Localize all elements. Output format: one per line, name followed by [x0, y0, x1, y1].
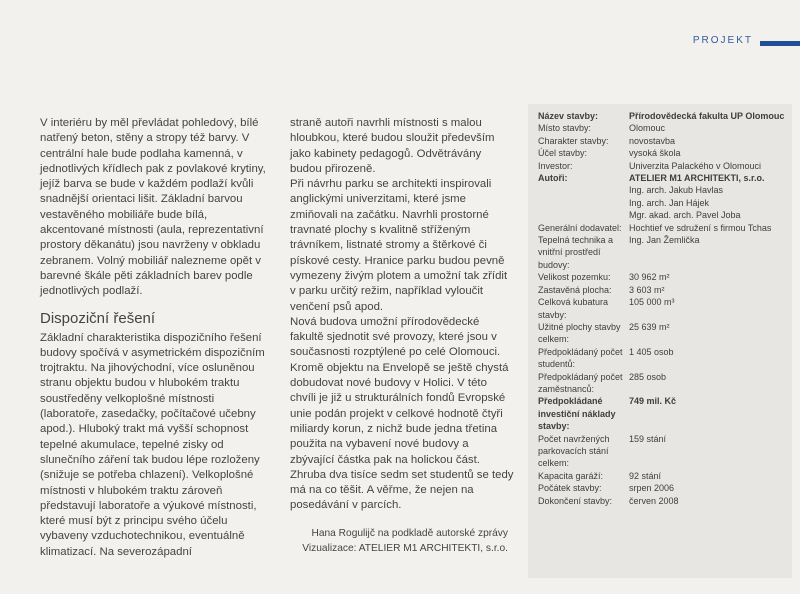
- info-row: [538, 433, 788, 470]
- info-value: srpen 2006: [629, 483, 675, 494]
- info-label: Generální dodavatel:: [538, 222, 622, 233]
- info-value: červen 2008: [629, 495, 679, 506]
- info-row: [538, 371, 788, 396]
- info-row: [538, 346, 788, 371]
- info-label: Předpokládaný počet zaměstnanců:: [538, 371, 623, 394]
- visualization-credit: Vizualizace: ATELIER M1 ARCHITEKTI, s.r.o.: [302, 542, 508, 554]
- info-row: [538, 172, 788, 184]
- info-row: [538, 110, 788, 122]
- text-column-2: [290, 116, 514, 556]
- info-value: 3 603 m²: [629, 284, 665, 295]
- info-label: [538, 197, 629, 209]
- info-label: Počátek stavby:: [538, 483, 602, 494]
- info-value: 1 405 osob: [629, 346, 674, 357]
- info-value: novostavba: [629, 135, 676, 146]
- info-row: [538, 184, 788, 196]
- info-value: Ing. Jan Žemlička: [629, 235, 700, 246]
- paragraph-faculty: Nová budova umožní přírodovědecké fakultě sjednotit své provozy, které jsou v současnosti rozptýlené po celé Olomouci. Kromě objektu na Envelopě se ještě chystá dobudovat nové budovy v Holici. V této chvíli je již u strukturálních fondů Evropské unie podán projekt v celkové hodnotě čtyři miliardy korun, z nichž bude jedna třetina použita na vybavení nové budovy a zbývající částka pak na holickou část. Zhruba dva tisíce sedm set studentů se tedy má na co těšit. A věřme, že nejen na posedávání v parcích.: [290, 315, 514, 512]
- info-label: Autoři:: [538, 173, 568, 184]
- section-heading: Dispoziční řešení: [40, 309, 156, 327]
- info-value: Hochtief ve sdružení s firmou Tchas: [629, 222, 772, 233]
- info-value: Ing. arch. Jakub Havlas: [629, 185, 724, 196]
- info-row: [538, 296, 788, 321]
- info-value: 30 962 m²: [629, 272, 670, 283]
- info-label: Počet navržených parkovacích stání celkem:: [538, 433, 610, 469]
- project-info-sidebar: [528, 104, 792, 578]
- info-row: [538, 234, 788, 271]
- paragraph-park: Při návrhu parku se architekti inspirovali anglickými univerzitami, které jsme zmiňovali na začátku. Navrhli prostorné travnaté plochy s kvalitně stříženým trávníkem, listnaté stromy a štěrkové či pískové cesty. Hranice parku budou pevně vymezeny živým plotem a umožní tak zřídit v parku určitý režim, například vyloučit venčení psů apod.: [290, 178, 508, 313]
- info-row: [538, 495, 788, 507]
- info-label: [538, 184, 629, 196]
- info-value: Ing. arch. Jan Hájek: [629, 197, 710, 208]
- info-label: Název stavby:: [538, 111, 599, 121]
- info-label: Velikost pozemku:: [538, 272, 611, 283]
- info-value: vysoká škola: [629, 148, 681, 159]
- info-label: Užitné plochy stavby celkem:: [538, 321, 621, 345]
- info-row: [538, 209, 788, 221]
- info-value: Univerzita Palackého v Olomouci: [629, 160, 762, 171]
- info-row: [538, 147, 788, 159]
- info-row: [538, 197, 788, 209]
- info-row: [538, 160, 788, 172]
- section-label: PROJEKT: [692, 35, 753, 46]
- info-label: Účel stavby:: [538, 148, 588, 159]
- info-value: Mgr. akad. arch. Pavel Joba: [629, 210, 741, 221]
- paragraph-layout: Základní charakteristika dispozičního řešení budovy spočívá v asymetrickém dispozičním trojtraktu. Na jihovýchodní, více osluněnou stranu objektu budou v hlubokém traktu soustředěny velkoplošné místnosti (laboratoře, zasedačky, počítačové učebny apod.). Hluboký trakt má vyšší schopnost tepelné akumulace, tepelné zisky od slunečního záření tak budou lépe rozloženy (snižuje se potřeba chlazení). Velkoplošné místnosti v hlubokém traktu zároveň představují laboratoře a výukové místnosti, které musí být z principu svého účelu vybaveny vzduchotechnikou, eventuálně klimatizací. Na severozápadní: [40, 331, 265, 558]
- text-column-1: [40, 116, 268, 560]
- info-label: Celková kubatura stavby:: [538, 297, 609, 320]
- paragraph-offices: straně autoři navrhli místnosti s malou hloubkou, které budou sloužit především jako kabinety pedagogů. Odvětrávány budou přirozeně.: [290, 117, 495, 175]
- info-row: [538, 321, 788, 346]
- info-value: Olomouc: [629, 123, 666, 134]
- info-label: Předpokládané investiční náklady stavby:: [538, 396, 616, 432]
- info-label: Investor:: [538, 160, 573, 171]
- project-info-table: [538, 110, 788, 507]
- info-row: [538, 271, 788, 283]
- info-label: Místo stavby:: [538, 123, 592, 134]
- info-row: [538, 470, 788, 482]
- info-value: 285 osob: [629, 371, 667, 382]
- info-value: 749 mil. Kč: [629, 396, 677, 407]
- info-value: 159 stání: [629, 433, 667, 444]
- info-row: [538, 284, 788, 296]
- info-label: Charakter stavby:: [538, 135, 609, 146]
- info-row: [538, 395, 788, 432]
- info-label: Zastavěná plocha:: [538, 284, 612, 295]
- info-value: 92 stání: [629, 470, 662, 481]
- paragraph-interior: V interiéru by měl převládat pohledový, bílé natřený beton, stěny a stropy též barvy. V centrální hale bude podlaha kamenná, v jednotlivých křídlech pak z povlakové krytiny, jejíž barva se bude v každém podlaží kvůli snadnější orientaci lišit. Základní barvou vestavěného mobiliáře bude bílá, akcentované místnosti (aula, reprezentativní prostory děkanátu) jsou navrženy v obkladu zebranem. Volný mobiliář nalezneme opět v barevné škále pěti základních barev podle jednotlivých podlaží.: [40, 117, 266, 298]
- info-row: [538, 482, 788, 494]
- info-label: [538, 209, 629, 221]
- info-label: Předpokládaný počet studentů:: [538, 346, 623, 370]
- section-accent-bar: [760, 41, 800, 46]
- author-credit: Hana Rogulijč na podkladě autorské zprávy: [311, 527, 508, 539]
- info-label: Kapacita garáží:: [538, 470, 604, 481]
- info-row: [538, 122, 788, 134]
- info-value: ATELIER M1 ARCHITEKTI, s.r.o.: [629, 173, 765, 184]
- info-label: Tepelná technika a vnitřní prostředí budovy:: [538, 235, 614, 270]
- credits: [290, 526, 514, 556]
- info-value: 25 639 m²: [629, 321, 670, 332]
- info-row: [538, 222, 788, 234]
- info-label: Dokončení stavby:: [538, 495, 613, 506]
- info-row: [538, 135, 788, 147]
- info-value: Přírodovědecká fakulta UP Olomouc: [629, 111, 785, 121]
- info-value: 105 000 m³: [629, 297, 675, 308]
